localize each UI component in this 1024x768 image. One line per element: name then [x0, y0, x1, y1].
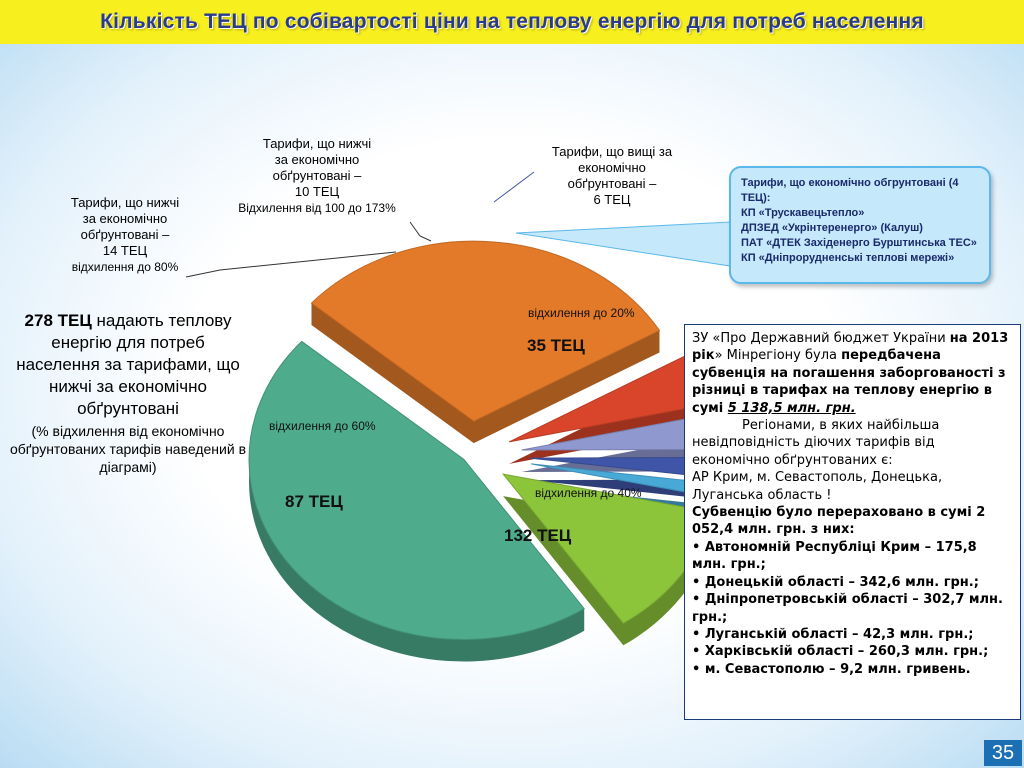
leader-line-10: [410, 222, 431, 241]
info-paragraph-regions: Регіонами, в яких найбільша невідповідність діючих тарифів від економічно обґрунтованих є:: [692, 418, 940, 468]
subsidy-info-box: [684, 324, 1021, 720]
leader-line-6: [494, 172, 534, 202]
info-paragraph-law: ЗУ «Про Державний бюджет України на 2013 рік» Мінрегіону була передбачена субвенція на погашення заборгованості з різниці в тарифах на теплову енергію в сумі 5 138,5 млн. грн.: [692, 331, 1009, 416]
slide-title: Кількість ТЕЦ по собівартості ціни на теплову енергію для потреб населення: [100, 10, 924, 33]
callout-item: КП «Трускавецьтепло»: [741, 207, 865, 219]
callout-heading: Тарифи, що економічно обгрунтовані (4 ТЕЦ):: [741, 177, 959, 204]
callout-item: КП «Дніпрорудненські теплові мережі»: [741, 252, 955, 264]
count-label-132: 132 ТЕЦ: [504, 526, 572, 545]
info-paragraph-region-list: АР Крим, м. Севастополь, Донецька, Луганська область !: [692, 470, 943, 503]
count-label-87: 87 ТЕЦ: [285, 492, 343, 511]
info-list-item: • м. Севастополю – 9,2 млн. гривень.: [692, 661, 971, 677]
justified-tariffs-callout: [729, 166, 991, 284]
deviation-label-60: відхилення до 60%: [269, 419, 376, 433]
page-number: 35: [984, 740, 1022, 766]
info-list-item: • Луганській області – 42,3 млн. грн.;: [692, 626, 974, 642]
summary-count: 278 ТЕЦ: [24, 311, 92, 330]
callout-item: ДПЗЕД «Укрінтеренерго» (Калуш): [741, 222, 923, 234]
info-list-item: • Харківській області – 260,3 млн. грн.;: [692, 644, 989, 660]
deviation-label-20: відхилення до 20%: [528, 306, 635, 320]
info-list-item: • Донецькій області – 342,6 млн. грн.;: [692, 574, 979, 590]
label-lower-10: Тарифи, що нижчі за економічно обґрунтовані – 10 ТЕЦ Відхилення від 100 до 173%: [238, 136, 396, 215]
info-list-item: • Автономній Республіці Крим – 175,8 млн. грн.;: [692, 539, 977, 573]
deviation-label-40: відхилення до 40%: [535, 486, 642, 500]
callout-item: ПАТ «ДТЕК Західенерго Бурштинська ТЕС»: [741, 237, 977, 249]
count-label-35: 35 ТЕЦ: [527, 336, 585, 355]
summary-note: [10, 310, 246, 476]
info-paragraph-transferred: Субвенцію було перераховано в сумі 2 052,4 млн. грн. з них:: [692, 505, 986, 538]
label-higher-6: Тарифи, що вищі за економічно обґрунтовані – 6 ТЕЦ: [551, 144, 673, 207]
info-list-item: • Дніпропетровській області – 302,7 млн. грн.;: [692, 592, 1003, 625]
summary-subnote: (% відхилення від економічно обґрунтованих тарифів наведений в діаграмі): [10, 423, 247, 475]
summary-text: надають теплову енергію для потреб населення за тарифами, що нижчі за економічно обґрунтовані: [16, 311, 240, 418]
label-lower-14: Тарифи, що нижчі за економічно обґрунтовані – 14 ТЕЦ відхилення до 80%: [70, 195, 180, 274]
